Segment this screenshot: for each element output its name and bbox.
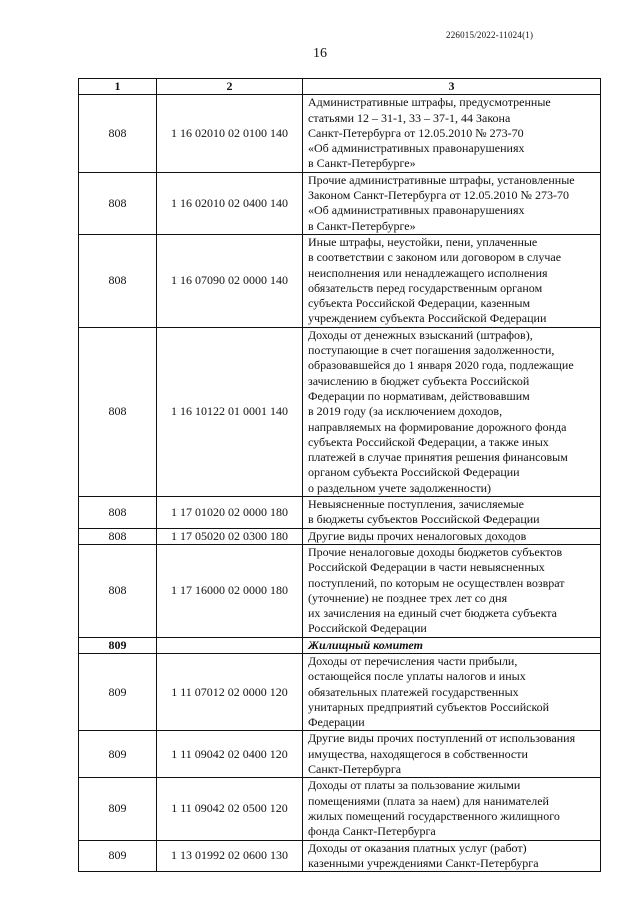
description-line: поступлений, по которым не осуществлен возврат [308,575,565,590]
revenue-code-cell: 1 17 01020 02 0000 180 [157,497,303,529]
revenue-code-cell: 1 17 05020 02 0300 180 [157,528,303,544]
revenue-code-cell: 1 16 10122 01 0001 140 [157,327,303,496]
admin-code-cell: 808 [79,528,157,544]
table-row [79,497,601,529]
description-line: поступающие в счет погашения задолженности, [308,343,555,358]
revenue-code-cell: 1 11 09042 02 0500 120 [157,778,303,840]
description-line: фонда Санкт-Петербурга [308,824,436,839]
admin-code-cell: 808 [79,234,157,327]
description-cell [303,172,601,234]
description-line: «Об административных правонарушениях [308,203,525,218]
description-line: Прочие неналоговые доходы бюджетов субъектов [308,544,563,559]
admin-code-cell: 808 [79,95,157,172]
description-line: Иные штрафы, неустойки, пени, уплаченные [308,234,538,249]
description-line: статьями 12 – 31-1, 33 – 37-1, 44 Закона [308,110,511,125]
description-cell [303,528,601,544]
description-cell [303,840,601,872]
description-line: субъекта Российской Федерации, а также иных [308,434,549,449]
revenue-code-cell: 1 16 02010 02 0100 140 [157,95,303,172]
admin-code-cell: 809 [79,840,157,872]
description-line: субъекта Российской Федерации, казенным [308,296,531,311]
table-row [79,528,601,544]
section-row [79,637,601,653]
description-cell [303,327,601,496]
column-header: 3 [303,79,601,95]
admin-code-cell: 808 [79,327,157,496]
revenue-code-cell: 1 16 02010 02 0400 140 [157,172,303,234]
column-header: 2 [157,79,303,95]
description-line: Российской Федерации в части невыясненных [308,560,545,575]
admin-code-cell: 809 [79,637,157,653]
table-row [79,95,601,172]
description-cell [303,778,601,840]
table-header-row [79,79,601,95]
admin-code-cell: 808 [79,172,157,234]
table-row [79,778,601,840]
description-line: обязательных платежей государственных [308,684,519,699]
revenue-code-cell [157,637,303,653]
table-row [79,234,601,327]
revenue-code-cell: 1 17 16000 02 0000 180 [157,544,303,637]
description-cell [303,234,601,327]
table-row [79,172,601,234]
description-line: помещениями (плата за наем) для нанимателей [308,793,549,808]
description-line: «Об административных правонарушениях [308,141,525,156]
description-line: обязательств перед государственным органом [308,280,543,295]
description-line: Санкт-Петербурга от 12.05.2010 № 273-70 [308,125,524,140]
description-line: имущества, находящегося в собственности [308,746,528,761]
description-line: остающейся после уплаты налогов и иных [308,669,526,684]
admin-code-cell: 809 [79,778,157,840]
description-line: казенными учреждениями Санкт-Петербурга [308,855,539,870]
table-row [79,327,601,496]
description-line: Административные штрафы, предусмотренные [308,95,551,110]
description-line: в 2019 году (за исключением доходов, [308,404,503,419]
admin-code-cell: 809 [79,653,157,730]
revenue-code-cell: 1 11 09042 02 0400 120 [157,731,303,778]
description-cell [303,95,601,172]
revenue-code-cell: 1 16 07090 02 0000 140 [157,234,303,327]
section-title-cell [303,637,601,653]
description-line: Доходы от перечисления части прибыли, [308,653,518,668]
description-line: неисполнения или ненадлежащего исполнения [308,265,548,280]
revenue-code-cell: 1 13 01992 02 0600 130 [157,840,303,872]
description-line: Федерации по нормативам, действовавшим [308,388,530,403]
description-line: Санкт-Петербурга [308,762,402,777]
description-line: Федерации [308,715,365,730]
admin-code-cell: 808 [79,497,157,529]
table-body [79,95,601,872]
admin-code-cell: 809 [79,731,157,778]
admin-code-cell: 808 [79,544,157,637]
description-line: Доходы от платы за пользование жилыми [308,778,521,793]
description-line: в соответствии с законом или договором в случае [308,250,562,265]
description-cell [303,731,601,778]
description-line: Жилищный комитет [308,637,423,652]
description-line: унитарных предприятий субъектов Российской [308,699,550,714]
description-line: Другие виды прочих неналоговых доходов [308,528,527,543]
description-line: Доходы от оказания платных услуг (работ) [308,840,527,855]
description-line: платежей в случае принятия решения финансовым [308,450,568,465]
description-line: о раздельном учете задолженности) [308,480,492,495]
page-number: 16 [313,46,327,61]
description-line: направляемых на формирование дорожного фонда [308,419,567,434]
description-line: учреждением субъекта Российской Федерации [308,311,547,326]
description-line: Законом Санкт-Петербурга от 12.05.2010 № 273-70 [308,188,569,203]
revenue-code-cell: 1 11 07012 02 0000 120 [157,653,303,730]
table-row [79,544,601,637]
description-line: в Санкт-Петербурге» [308,218,416,233]
description-line: в Санкт-Петербурге» [308,156,416,171]
description-line: зачислению в бюджет субъекта Российской [308,373,530,388]
description-line: органом субъекта Российской Федерации [308,465,520,480]
description-line: Невыясненные поступления, зачисляемые [308,497,524,512]
column-header: 1 [79,79,157,95]
description-line: образовавшейся до 1 января 2020 года, подлежащие [308,358,574,373]
document-id: 226015/2022-11024(1) [446,30,534,40]
revenue-codes-table [78,78,601,872]
description-line: (уточнение) не позднее трех лет со дня [308,590,508,605]
description-cell [303,544,601,637]
description-cell [303,653,601,730]
description-line: Прочие административные штрафы, установленные [308,172,575,187]
description-line: Другие виды прочих поступлений от использования [308,731,576,746]
description-line: в бюджеты субъектов Российской Федерации [308,512,540,527]
description-line: Российской Федерации [308,621,427,636]
description-line: жилых помещений государственного жилищного [308,808,560,823]
description-cell [303,497,601,529]
description-line: их зачисления на единый счет бюджета субъекта [308,606,557,621]
table-row [79,840,601,872]
table-row [79,653,601,730]
table-row [79,731,601,778]
description-line: Доходы от денежных взысканий (штрафов), [308,327,533,342]
